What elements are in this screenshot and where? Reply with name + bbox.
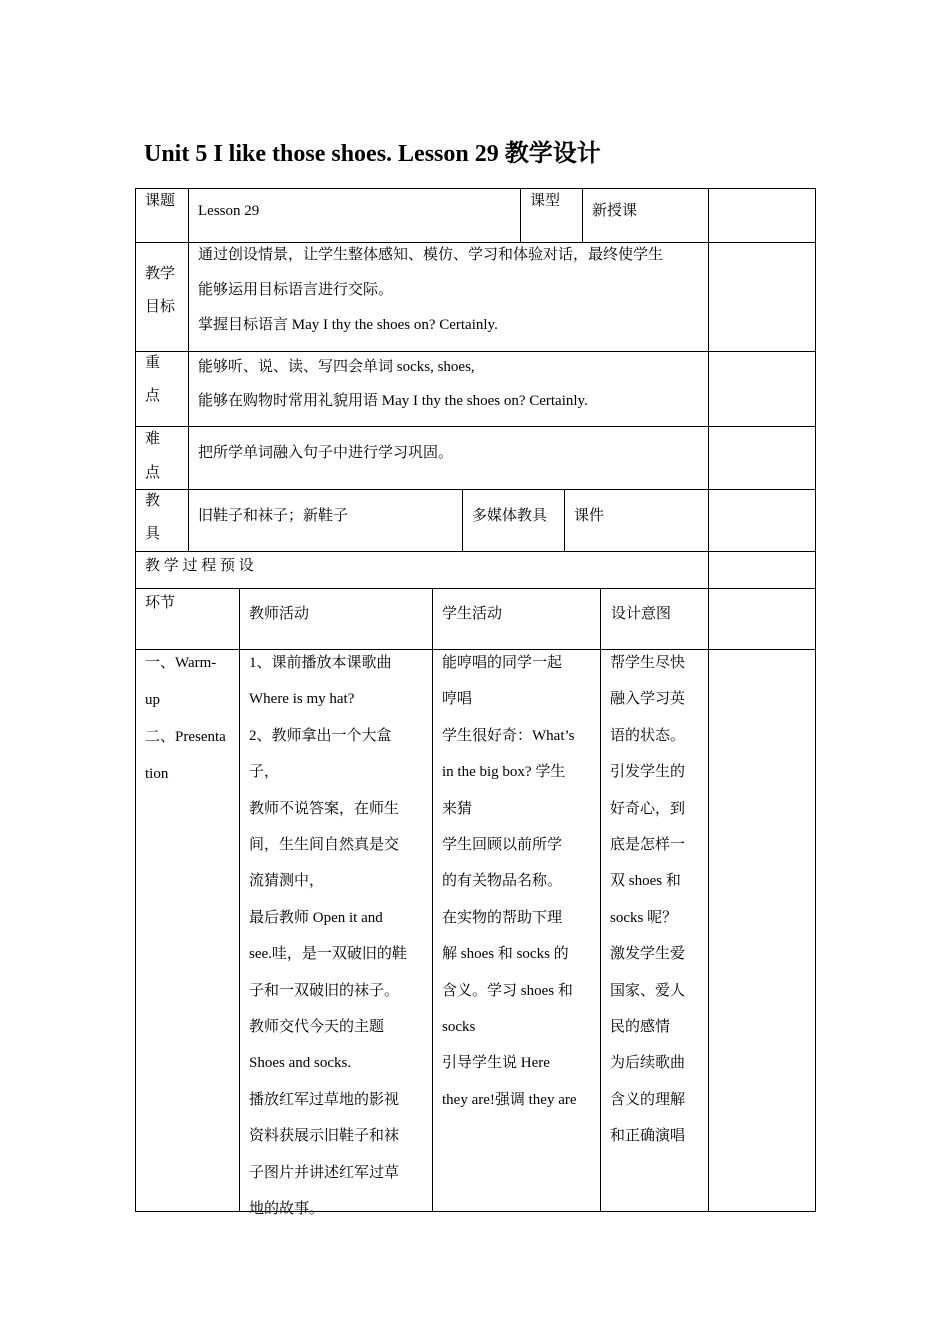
tools-label: 教 具 [145,493,161,542]
col-stage: 环节 [145,595,176,611]
col-intent: 设计意图 [611,606,672,622]
goal-text: 通过创设情景，让学生整体感知、模仿、学习和体验对话，最终使学生 能够运用目标语言进行交际。 掌握目标语言 May I thy the shoes on? Certainly. [198,247,664,333]
media-label: 多媒体教具 [472,508,548,524]
difficulty-label: 难 点 [145,431,161,481]
col-teacher: 教师活动 [249,606,310,622]
document-title: Unit 5 I like those shoes. Lesson 29 教学设计 [144,141,601,167]
type-value: 新授课 [592,203,638,219]
difficulty-text: 把所学单词融入句子中进行学习巩固。 [198,445,454,461]
col-student: 学生活动 [442,606,503,622]
teacher-activity-column: 1、课前播放本课歌曲 Where is my hat? 2、教师拿出一个大盒 子， 教师不说答案，在师生 间，生生间自然真是交 流猜测中， 最后教师 Open it and see.哇，是一双破旧的鞋 子和一双破旧的袜子。 教师交代今天的主题 Shoes and socks. 播放红军过草地的影视 资料获展示旧鞋子和袜 子图片并讲述红军过草 地的故事。 [249,655,407,1218]
key-label: 重 点 [145,355,161,404]
process-heading: 教 学 过 程 预 设 [145,558,254,574]
student-activity-column: 能哼唱的同学一起 哼唱 学生很好奇：What’s in the big box? 学生 来猜 学生回顾以前所学 的有关物品名称。 在实物的帮助下理 解 shoes 和 socks 的 含义。学习 shoes 和 socks 引导学生说 Here they are!强调 they are [442,655,577,1108]
type-label: 课型 [530,193,561,209]
design-intent-column: 帮学生尽快 融入学习英 语的状态。 引发学生的 好奇心，到 底是怎样一 双 shoes 和 socks 呢？ 激发学生爱 国家、爱人 民的感情 为后续歌曲 含义的理解 和正确演唱 [610,655,686,1145]
key-text: 能够听、说、读、写四会单词 socks, shoes, 能够在购物时常用礼貌用语 May I thy the shoes on? Certainly. [198,359,588,409]
goal-label: 教学 目标 [145,266,176,315]
stage-column: 一、Warm- up 二、Presenta tion [145,655,226,782]
topic-value: Lesson 29 [198,203,260,219]
tools-text: 旧鞋子和袜子；新鞋子 [198,508,349,524]
media-value: 课件 [574,508,605,524]
topic-label: 课题 [145,193,176,209]
